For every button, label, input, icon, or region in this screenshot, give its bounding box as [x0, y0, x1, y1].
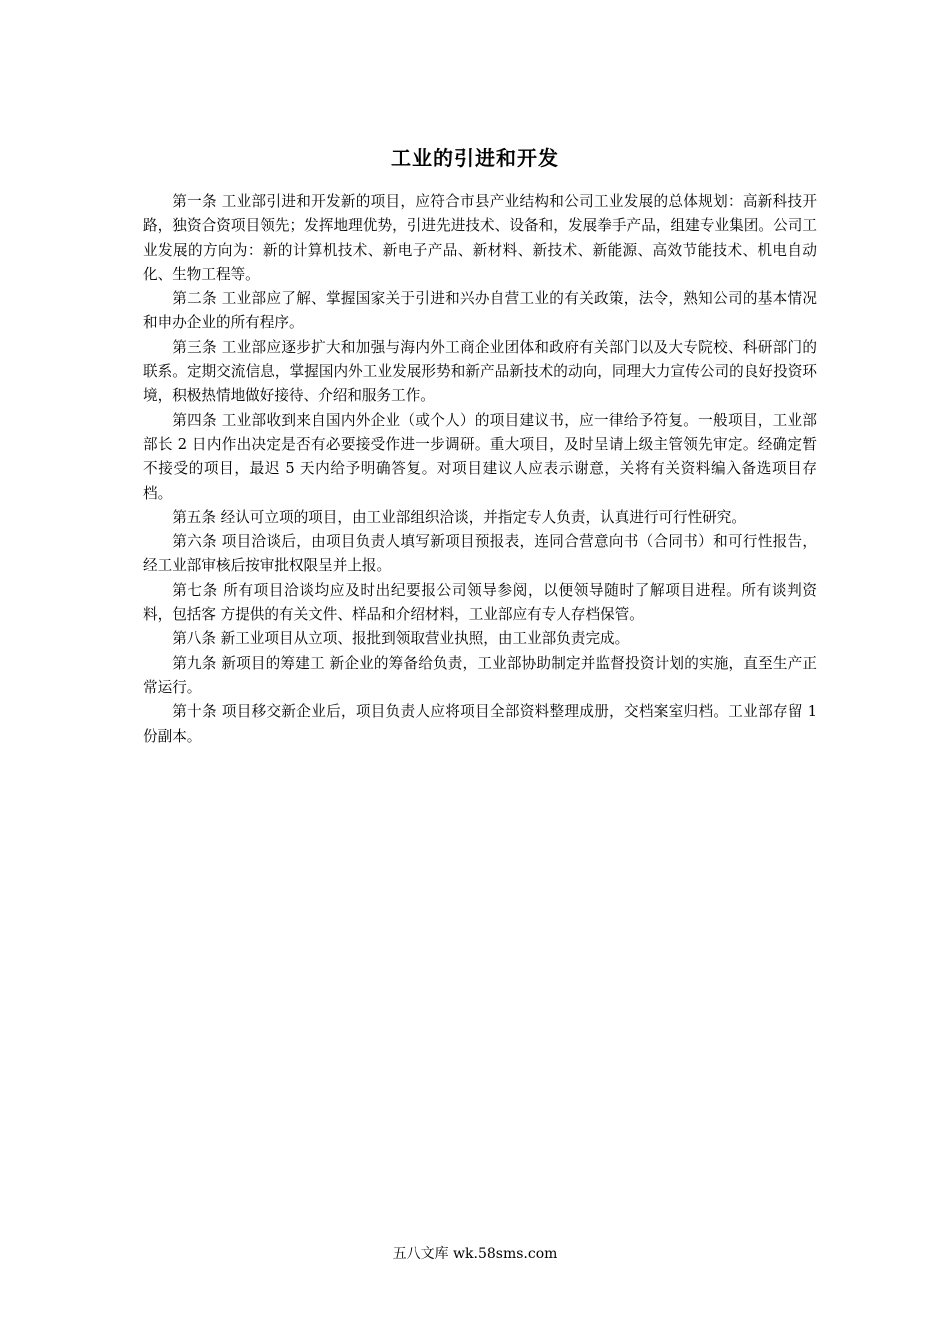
article-7: 第七条 所有项目洽谈均应及时出纪要报公司领导参阅，以便领导随时了解项目进程。所有谈判资料，包括客 方提供的有关文件、样品和介绍材料，工业部应有专人存档保管。: [143, 581, 817, 624]
article-4: 第四条 工业部收到来自国内外企业（或个人）的项目建议书，应一律给予符复。一般项目，工业部部长 2 日内作出决定是否有必要接受作进一步调研。重大项目，及时呈请上级主管领先审定。经确定暂不接受的项目，最迟 5 天内给予明确答复。对项目建议人应表示谢意，关将有关资料编入备选项目存档。: [143, 411, 817, 502]
document-title: 工业的引进和开发: [391, 146, 559, 170]
article-2: 第二条 工业部应了解、掌握国家关于引进和兴办自营工业的有关政策，法令，熟知公司的基本情况和申办企业的所有程序。: [143, 290, 817, 332]
article-9: 第九条 新项目的筹建工 新企业的筹备给负责，工业部协助制定并监督投资计划的实施，直至生产正常运行。: [143, 654, 817, 696]
document-body: [143, 190, 817, 749]
article-3: 第三条 工业部应逐步扩大和加强与海内外工商企业团体和政府有关部门以及大专院校、科研部门的联系。定期交流信息，掌握国内外工业发展形势和新产品新技术的动向，同理大力宣传公司的良好投资环境，积极热情地做好接待、介绍和服务工作。: [143, 338, 817, 405]
footer-watermark: 五八文库 wk.58sms.com: [392, 1246, 558, 1262]
article-1: 第一条 工业部引进和开发新的项目，应符合市县产业结构和公司工业发展的总体规划：高新科技开路，独资合资项目领先；发挥地理优势，引进先进技术、设备和，发展拳手产品，组建专业集团。公司工业发展的方向为：新的计算机技术、新电子产品、新材料、新技术、新能源、高效节能技术、机电自动化、生物工程等。: [143, 193, 817, 283]
article-10: 第十条 项目移交新企业后，项目负责人应将项目全部资料整理成册，交档案室归档。工业部存留 1 份副本。: [143, 703, 817, 745]
article-5: 第五条 经认可立项的项目，由工业部组织洽谈，并指定专人负责，认真进行可行性研究。: [172, 508, 746, 526]
article-6: 第六条 项目洽谈后，由项目负责人填写新项目预报表，连同合营意向书（合同书）和可行性报告，经工业部审核后按审批权限呈并上报。: [143, 533, 817, 575]
article-8: 第八条 新工业项目从立项、报批到领取营业执照，由工业部负责完成。: [172, 630, 630, 648]
